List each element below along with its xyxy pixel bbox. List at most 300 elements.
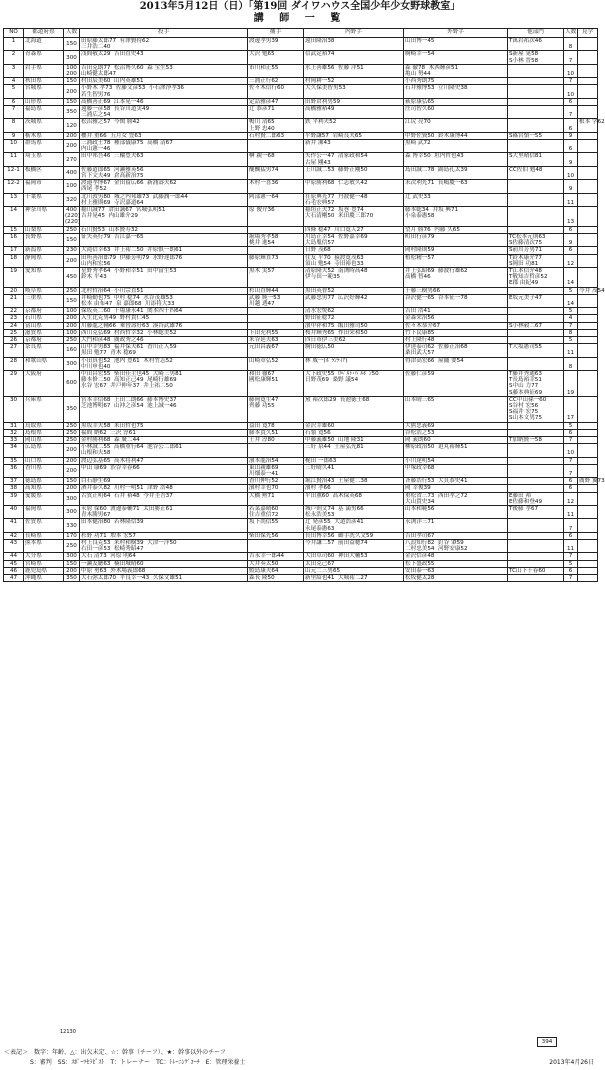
child-count: 200 [64, 567, 80, 574]
table-row [4, 344, 598, 357]
infield-list: 稲垣正夫72 坂巻 豊74 大石清剛50 米田慶三郎70 [304, 207, 404, 227]
child-count: 250 [64, 226, 80, 233]
outfield-list: 植松精一57 [404, 254, 508, 267]
observer [578, 422, 598, 429]
pitcher-list: 大門和彦48 廣政秀之46 [80, 336, 248, 343]
table-row [4, 315, 598, 322]
catcher-list: 元田昌義67 [248, 344, 304, 357]
child-count: 150 [64, 78, 80, 85]
pitcher-list: 大石弥太郎70 平良幸一43 久保文雄51 [80, 575, 248, 582]
other-dept-list [508, 519, 564, 532]
outfield-list: 得津高宏66 屋鋪 要54 [404, 357, 508, 370]
row-no: 31 [4, 422, 24, 429]
table-row [4, 329, 598, 336]
observer [578, 51, 598, 64]
child-count: 330 [64, 519, 80, 532]
instructor-count: 7 [564, 457, 578, 464]
child-count: 600 [64, 370, 80, 396]
catcher-list: 堀場秀孝58 桃井 進54 [248, 233, 304, 246]
child-count: 100 [64, 329, 80, 336]
observer [578, 254, 598, 267]
catcher-list: 山崎章弘52 [248, 357, 304, 370]
catcher-list: 木村一喜36 [248, 180, 304, 193]
child-count: 200 [64, 140, 80, 153]
row-no: 28 [4, 357, 24, 370]
row-no: 4 [4, 78, 24, 85]
row-no: 17 [4, 247, 24, 254]
observer [578, 560, 598, 567]
observer [578, 85, 598, 98]
prefecture: 福島県 [24, 106, 64, 119]
infield-list: 太田克己67 [304, 560, 404, 567]
row-no: 37 [4, 478, 24, 485]
pitcher-list: 大滝信幸63 井上祐二50 井原慎一朗61 [80, 247, 248, 254]
row-no: 36 [4, 464, 24, 477]
outfield-list: 佐藤仁彦59 [404, 370, 508, 396]
pitcher-list: 中山 康69 渋谷幸春66 [80, 464, 248, 477]
child-count: 350 [64, 396, 80, 422]
prefecture: 山梨県 [24, 226, 64, 233]
table-row [4, 457, 598, 464]
outfield-list: 金森栄治56 [404, 315, 508, 322]
observer [578, 294, 598, 307]
child-count: 250 [64, 336, 80, 343]
child-count: 250 [64, 429, 80, 436]
catcher-list: 東山親雄69 川畑泰一41 [248, 464, 304, 477]
instructor-count: 10 [564, 64, 578, 77]
catcher-list: 佐々木信行60 [248, 85, 304, 98]
instructor-count: 11 [564, 344, 578, 357]
prefecture: 佐賀県 [24, 519, 64, 532]
other-dept-list: T江本信介48 T敬知吉哲彦52 E郡 由紀49 [508, 267, 564, 287]
infield-list: 駒田徳広50 [304, 344, 404, 357]
observer [578, 64, 598, 77]
child-count: 450 [64, 267, 80, 287]
other-dept-list [508, 64, 564, 77]
infield-list: 日野 茂68 [304, 247, 404, 254]
observer [578, 207, 598, 227]
child-count: 400 [64, 166, 80, 179]
prefecture: 青森県 [24, 51, 64, 64]
infield-list: 水上善雄56 佐藤 洋51 [304, 64, 404, 77]
instructor-count: 10 [564, 166, 578, 179]
infield-list: 三好晴久41 [304, 464, 404, 477]
col-header-other: 他部門 [508, 29, 564, 38]
prefecture: 大分県 [24, 553, 64, 560]
table-row [4, 485, 598, 492]
catcher-list: 鮫島康夫64 [248, 567, 304, 574]
catcher-list: 鴨川 清65 上野 忠40 [248, 119, 304, 132]
row-no: 29 [4, 370, 24, 396]
prefecture: 和歌山県 [24, 357, 64, 370]
table-row [4, 540, 598, 553]
outfield-list: 森 徹78 木西輝彦51 亀山 努44 [404, 64, 508, 77]
other-dept-list: S篠宮慎一55 [508, 132, 564, 139]
infield-list: 村岡耕一52 [304, 78, 404, 85]
catcher-list [248, 444, 304, 457]
child-count: 150 [64, 98, 80, 105]
outfield-list: 小川達明54 [404, 457, 508, 464]
infield-list: 在原典光77 丹波健一48 石毛宏典57 [304, 193, 404, 206]
infield-list: 山元二三男65 [304, 567, 404, 574]
pitcher-list: 高橋善正69 江本晃一46 [80, 98, 248, 105]
outfield-list: 吉田孝司67 [404, 532, 508, 539]
pitcher-list: 保坂英二60 千場康永41 関本四十四64 [80, 308, 248, 315]
infield-list: 上川誠二53 藤野正剛50 [304, 166, 404, 179]
outfield-list: 山田博一45 [404, 38, 508, 51]
instructor-count: 6 [564, 247, 578, 254]
row-no: 9 [4, 132, 24, 139]
child-count: 160 [64, 344, 80, 357]
other-dept-list: E坂元美子47 [508, 294, 564, 307]
other-dept-list: TC山下千春60 [508, 567, 564, 574]
other-dept-list [508, 140, 564, 153]
outfield-list: 森 博幸50 垣内哲也43 [404, 153, 508, 166]
observer [578, 267, 598, 287]
infield-list: 高橋雅裕49 [304, 106, 404, 119]
prefecture: 福岡県 [24, 506, 64, 519]
pitcher-list: 小林誠二55 高橋重行64 池谷公二郎61 山根和夫58 [80, 444, 248, 457]
outfield-list: 重松省三73 西田孝之72 大山貴史34 [404, 492, 508, 505]
prefecture: 宮崎県 [24, 560, 64, 567]
table-row [4, 226, 598, 233]
infield-list: 梶田 一郎63 [304, 457, 404, 464]
table-row [4, 429, 598, 436]
other-dept-list: CC佐伯 勉48 [508, 166, 564, 179]
prefecture: 愛知県 [24, 267, 64, 287]
other-dept-list [508, 106, 564, 119]
pitcher-list: 杉野 功71 増本 宏57 [80, 532, 248, 539]
child-count: 150 [64, 38, 80, 51]
instructor-count: 9 [564, 180, 578, 193]
table-row [4, 575, 598, 582]
row-no: 6 [4, 98, 24, 105]
prefecture: 岐阜県 [24, 287, 64, 294]
child-count: 150 [64, 478, 80, 485]
observer [578, 322, 598, 329]
observer [578, 344, 598, 357]
table-row [4, 553, 598, 560]
child-count: 350 [64, 575, 80, 582]
pitcher-list: 西川克弘69 村西哲幸32 小林聡美52 [80, 329, 248, 336]
table-row [4, 193, 598, 206]
prefecture: 熊本県 [24, 540, 64, 553]
infield-list: 平田薫60 高木保英68 [304, 492, 404, 505]
instructor-count: 12 [564, 254, 578, 267]
row-no: 46 [4, 567, 24, 574]
infield-list: 信武定裕74 [304, 51, 404, 64]
other-dept-list: T大塩憲司55 [508, 344, 564, 357]
catcher-list: 市川和正55 [248, 64, 304, 77]
row-no: 25 [4, 329, 24, 336]
child-count: 300 [64, 357, 80, 370]
catcher-list: 森長 隆50 [248, 575, 304, 582]
table-row [4, 444, 598, 457]
observer [578, 247, 598, 254]
row-no: 35 [4, 457, 24, 464]
catcher-list: 土井 淳80 [248, 436, 304, 443]
catcher-list: 下田充利55 [248, 329, 304, 336]
observer [578, 38, 598, 51]
other-dept-list [508, 226, 564, 233]
catcher-list: 石村賢二郎63 [248, 132, 304, 139]
pitcher-list: 井崎勤也75 中村 稔74 水谷茂雄53 松本 由布47 泉 嘉郎68 川添将大33 [80, 294, 248, 307]
observer [578, 329, 598, 336]
prefecture: 石川県 [24, 315, 64, 322]
pitcher-list: 川藤龍之輔66 乗替壽好63 湊谷武雄76 [80, 322, 248, 329]
infield-list: 濱中祥和75 飯田雅司50 [304, 322, 404, 329]
outfield-list: 岡 幸俊39 [404, 485, 508, 492]
infield-list: 辻 発彦55 大道浩彦41 永尾泰憲63 [304, 519, 404, 532]
outfield-list: 大熊忠義69 [404, 422, 508, 429]
pitcher-list: 北村哲治64 小川宗直51 [80, 287, 248, 294]
pitcher-list: 入生比克男49 野村貴仁45 [80, 315, 248, 322]
row-no: 24 [4, 322, 24, 329]
pitcher-list: 渡邉孝博67 金田留広66 新浦壽夫62 西尾 孝52 [80, 180, 248, 193]
outfield-list: 中塚政幸68 [404, 464, 508, 477]
instructor-count: 6 [564, 532, 578, 539]
observer [578, 308, 598, 315]
child-count: 120 [64, 119, 80, 132]
table-row [4, 78, 598, 85]
instructor-count: 6 [564, 567, 578, 574]
catcher-list: 大橋 勲71 [248, 492, 304, 505]
instructor-count: 7 [564, 436, 578, 443]
row-no: 11 [4, 153, 24, 166]
outfield-list: 駒崎幸一54 [404, 51, 508, 64]
row-no: 18 [4, 254, 24, 267]
infield-list: 新井 潔43 [304, 140, 404, 153]
table-row [4, 247, 598, 254]
infield-list: 三好 泉44 土屋弘光81 [304, 444, 404, 457]
row-no: 12-2 [4, 180, 24, 193]
row-no: 38 [4, 485, 24, 492]
outfield-list: 八浪知行82 釘谷 肇59 二村忠美54 河野安康52 [404, 540, 508, 553]
table-row [4, 38, 598, 51]
other-dept-list [508, 553, 564, 560]
table-row [4, 464, 598, 477]
observer [578, 166, 598, 179]
infield-list: 桜井輝秀65 作田栄和50 [304, 329, 404, 336]
observer [578, 519, 598, 532]
catcher-list: 定詰雅彦47 [248, 98, 304, 105]
outfield-list: 吉田 浩41 [404, 308, 508, 315]
infield-list: 遠田隆治38 [304, 38, 404, 51]
outfield-list: 藤本聡34 井坂 興71 小泉泰憲58 [404, 207, 508, 227]
catcher-list: 渡邊孝男39 [248, 38, 304, 51]
instructor-count: 7 [564, 322, 578, 329]
infield-list: 鉄 平利夫52 [304, 119, 404, 132]
row-no: 39 [4, 492, 24, 505]
infield-list: 清水宏悦62 [304, 308, 404, 315]
prefecture: 北海道 [24, 38, 64, 51]
observer [578, 532, 598, 539]
catcher-list: 米谷延夫63 [248, 336, 304, 343]
table-header-row [4, 29, 598, 38]
prefecture: 三重県 [24, 294, 64, 307]
prefecture: 滋賀県 [24, 329, 64, 336]
observer: 根本 学62 [578, 119, 598, 132]
catcher-list [248, 308, 304, 315]
prefecture: 新潟県 [24, 247, 64, 254]
instructor-count: 7 [564, 78, 578, 85]
prefecture: 長野県 [24, 233, 64, 246]
catcher-list [248, 226, 304, 233]
instructor-count: 7 [564, 464, 578, 477]
child-count: 200 [64, 85, 80, 98]
outfield-list: 村上隆行48 [404, 336, 508, 343]
prefecture: 京都府 [24, 308, 64, 315]
child-count: 230 [64, 247, 80, 254]
row-no: 3 [4, 64, 24, 77]
row-no: 42 [4, 532, 24, 539]
observer [578, 429, 598, 436]
table-row [4, 254, 598, 267]
other-dept-list [508, 422, 564, 429]
pitcher-list: 櫻井 重66 五月女 豊63 [80, 132, 248, 139]
observer [578, 492, 598, 505]
row-no: 16 [4, 233, 24, 246]
observer [578, 540, 598, 553]
observer [578, 78, 598, 85]
catcher-list: 大井奏太50 [248, 560, 304, 567]
table-row [4, 308, 598, 315]
pitcher-list: 黒坂幸夫58 米田哲也75 [80, 422, 248, 429]
observer [578, 457, 598, 464]
col-header-no: NO [4, 29, 24, 38]
table-body [4, 38, 605, 582]
prefecture: 高知県 [24, 485, 64, 492]
instructor-count: 8 [564, 357, 578, 370]
prefecture: 山形県 [24, 98, 64, 105]
instructor-count: 7 [564, 106, 578, 119]
observer [578, 180, 598, 193]
outfield-list: 萩原康弘65 [404, 98, 508, 105]
observer [578, 553, 598, 560]
outfield-list: 山本晴三65 [404, 396, 508, 422]
row-no: 34 [4, 444, 24, 457]
table-row [4, 140, 598, 153]
instructor-table [3, 28, 605, 582]
row-no: 43 [4, 540, 24, 553]
other-dept-list [508, 85, 564, 98]
catcher-list: 武藤 純一53 川越 透47 [248, 294, 304, 307]
pitcher-list: 田本健治80 若林隆信39 [80, 519, 248, 532]
child-count: 300 [64, 553, 80, 560]
other-dept-list [508, 560, 564, 567]
count-sum: 12130 [60, 1029, 76, 1035]
observer [578, 153, 598, 166]
table-row [4, 519, 598, 532]
pitcher-list: 金村勝利68 森 廣二44 [80, 436, 248, 443]
col-header-people: 人数 [564, 29, 578, 38]
pitcher-list: 稲川誠77 倉田誠67 宮城弘明51 吉井晃45 内山雄介29 [80, 207, 248, 227]
pitcher-list: 遠藤一彦58 長谷川道実49 三浦広之54 [80, 106, 248, 119]
people-total: 394 [537, 1037, 557, 1047]
other-dept-list [508, 478, 564, 485]
prefecture: 京都府 [24, 336, 64, 343]
infield-list: 城戸則文74 基 満男66 松永浩美53 [304, 506, 404, 519]
instructor-count: 13 [564, 207, 578, 227]
table-row [4, 98, 598, 105]
instructor-count: 11 [564, 193, 578, 206]
table-row [4, 106, 598, 119]
prefecture: 板橋区 [24, 166, 64, 179]
outfield-list: 中野佐資50 鈴木康博44 [404, 132, 508, 139]
infield-list: 大田卓司60 神田大輔53 [304, 553, 404, 560]
outfield-list: 金沢信彦48 [404, 553, 508, 560]
outfield-list: 柳原政治50 迫丸裕輝51 [404, 444, 508, 457]
pitcher-list: 福間 納62 三沢 淳61 [80, 429, 248, 436]
child-count: 100 200 [64, 64, 80, 77]
catcher-list: 黒木 実57 [248, 267, 304, 287]
instructor-count: 17 [564, 396, 578, 422]
pitcher-list: 宮本幸信68 上田二朗66 藤本博史37 芝池博明67 山沖之彦54 池上誠一46 [80, 396, 248, 422]
observer [578, 357, 598, 370]
observer [578, 506, 598, 519]
catcher-list: 濱本龍治54 [248, 457, 304, 464]
row-no: 15 [4, 226, 24, 233]
document-date: 2013年4月26日 [549, 1059, 594, 1066]
child-count: 200 [64, 464, 80, 477]
child-count: 200 [64, 444, 80, 457]
prefecture: 鳥取県 [24, 422, 64, 429]
outfield-list: 黒崎 武72 [404, 140, 508, 153]
table-row [4, 532, 598, 539]
catcher-list: 榊 親一68 [248, 153, 304, 166]
row-no: 7 [4, 106, 24, 119]
observer [578, 396, 598, 422]
other-dept-list [508, 429, 564, 436]
instructor-count: 6 [564, 485, 578, 492]
child-count: 170 [64, 532, 80, 539]
child-count: 100 [64, 180, 80, 193]
table-row [4, 64, 598, 77]
outfield-list: 永渕洋三71 [404, 519, 508, 532]
other-dept-list: S小林毅二67 [508, 322, 564, 329]
infield-list: 中原勝利68 仁志敏久42 [304, 180, 404, 193]
pitcher-list: 征矢英行79 吉江嘉一65 [80, 233, 248, 246]
pitcher-list: 佐藤道郎65 河瀬雅英56 宮下文夫49 倉高新治75 [80, 166, 248, 179]
other-dept-list [508, 575, 564, 582]
table-row [4, 287, 598, 294]
prefecture: 茨城県 [24, 119, 64, 132]
table-row [4, 207, 598, 227]
infield-list: 長田博幸56 御手洗久文59 [304, 532, 404, 539]
outfield-list: 松下盛政55 [404, 560, 508, 567]
child-count: 400 (220) (220) [65, 207, 81, 226]
row-no: 44 [4, 553, 24, 560]
instructor-count: 9 [564, 153, 578, 166]
pitcher-list: 永射 保60 渡邊泰輔71 太田勝正61 青木勝男67 [80, 506, 248, 519]
instructor-count: 9 [564, 132, 578, 139]
pitcher-list: 石川賢53 山本賢寿32 [80, 226, 248, 233]
outfield-list: 佐々木恭介67 [404, 322, 508, 329]
pitcher-list: 山中幸男83 福井保夫61 香川正人59 黒田 勉77 青木 稔69 [80, 344, 248, 357]
catcher-list [248, 140, 304, 153]
instructor-count: 7 [564, 575, 578, 582]
pitcher-list: 中田昌宏55 柴田佳主也45 大崎三男81 藤本修二50 高知正己49 尾崎行雄69 水谷 宏67 井戸伸年37 井上祐二50 [80, 370, 248, 396]
pitcher-list: 小田真也52 池内 豊61 木村竹志52 中川申也40 [80, 357, 248, 370]
child-count: 250 [64, 540, 80, 553]
table-row [4, 153, 598, 166]
table-row [4, 567, 598, 574]
child-count: 150 [64, 233, 80, 246]
other-dept-list [508, 444, 564, 457]
other-dept-list: T加納賢一58 [508, 436, 564, 443]
pitcher-list: 渡辺弘基65 高木将利47 [80, 457, 248, 464]
infield-list: 林 威一(ﾎﾞﾗﾝﾃｨｱ) [304, 357, 404, 370]
